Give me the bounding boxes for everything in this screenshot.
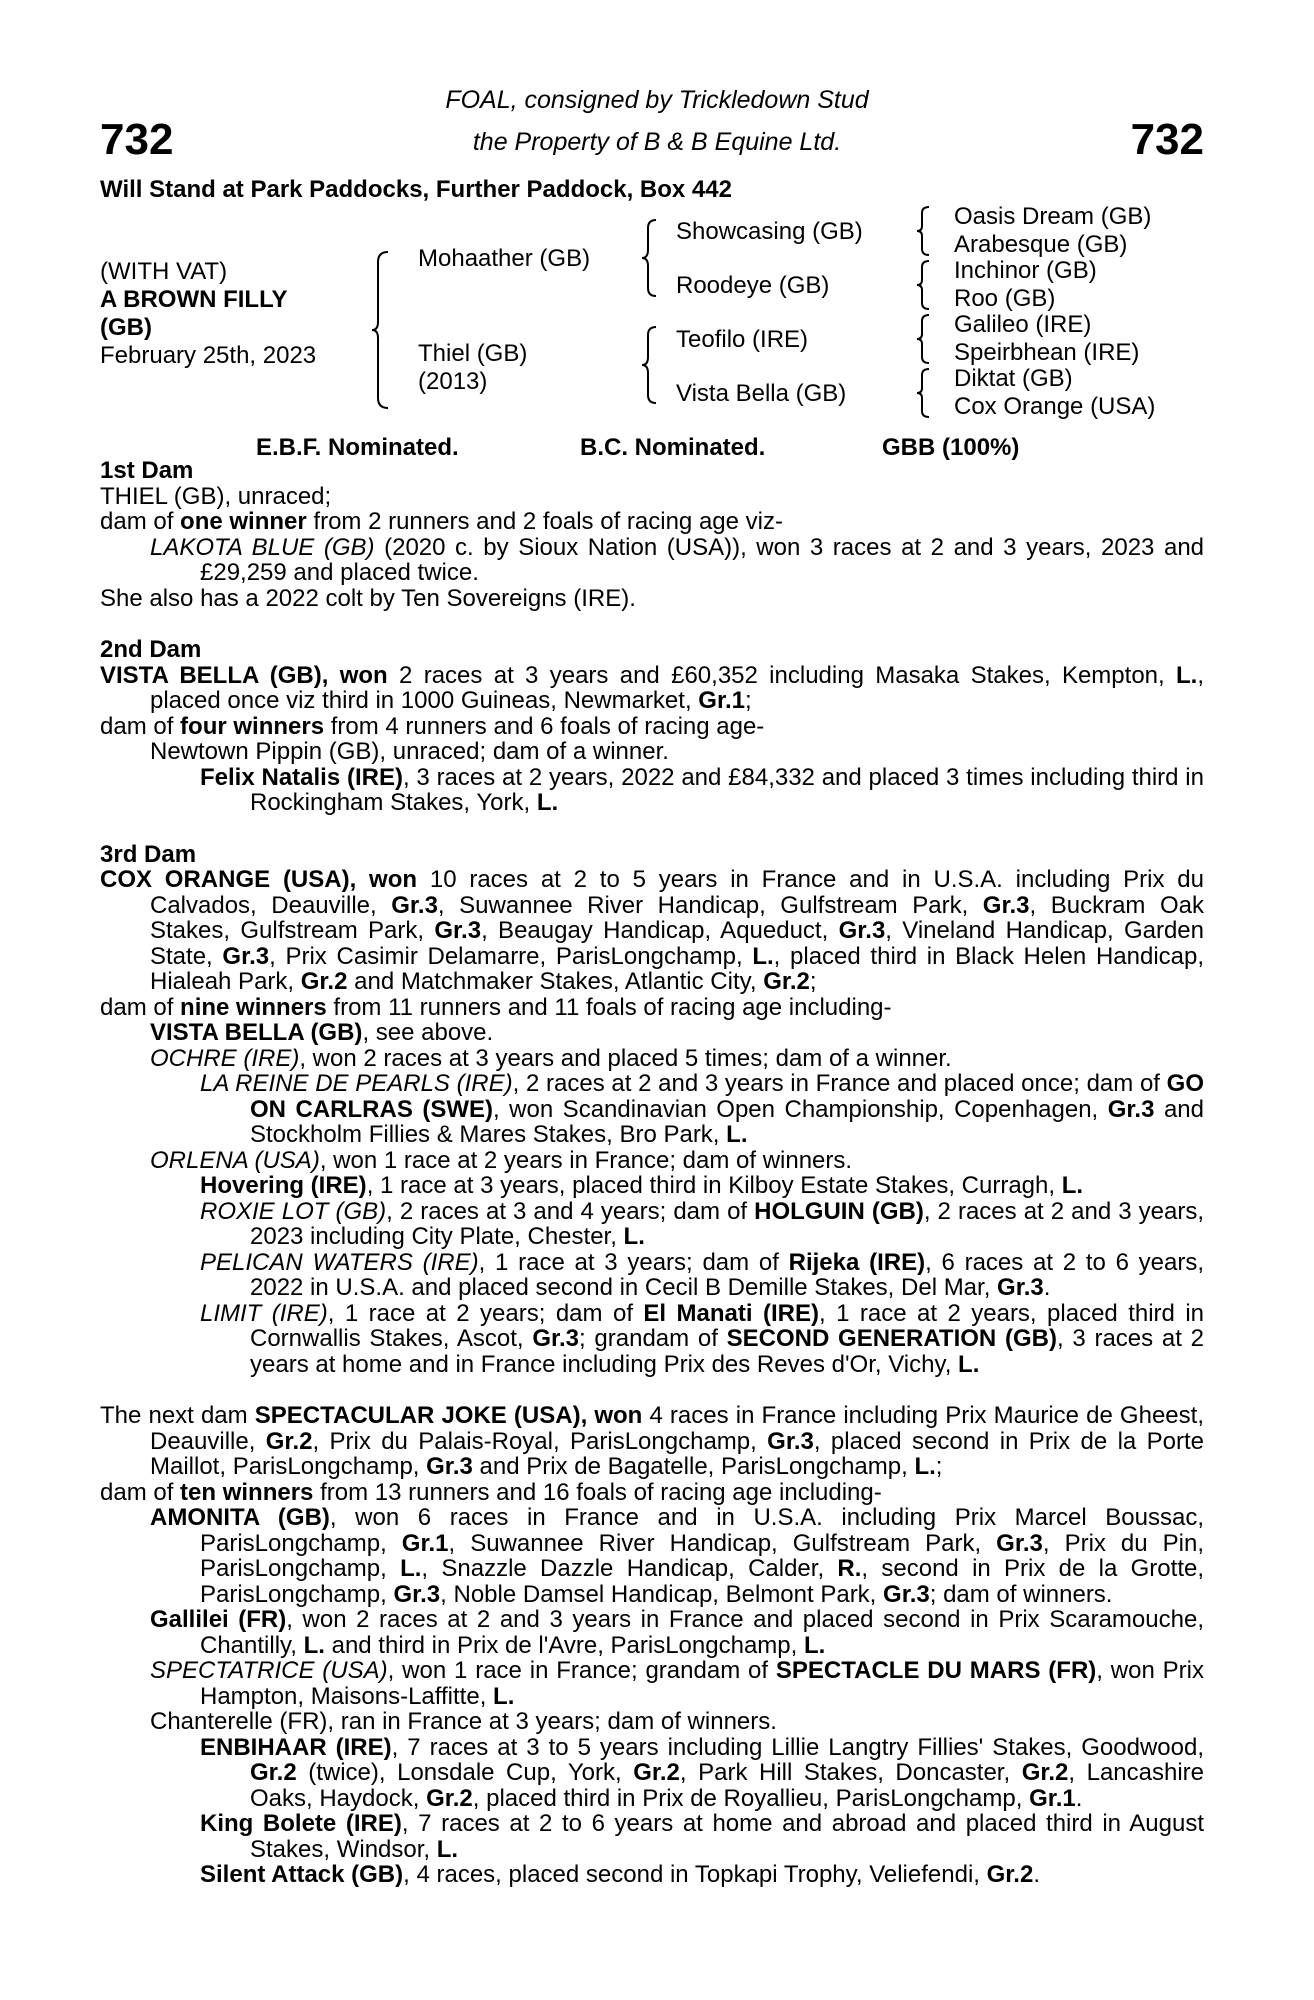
sire: Mohaather (GB): [418, 245, 591, 272]
property-line: the Property of B & B Equine Ltd.: [472, 128, 842, 156]
next-dam-record: The next dam SPECTACULAR JOKE (USA), won 4 races in France including Prix Maurice de Gheest, Deauville, Gr.2, Prix du Palais-Royal, ParisLongchamp, Gr.3, placed second in Prix de la Porte Maillot, ParisLongchamp, Gr.3 and Prix de Bagatelle, ParisLongchamp, L.;: [100, 1402, 1204, 1480]
third-dam-heading: 3rd Dam: [100, 840, 197, 868]
first-dam-line: THIEL (GB), unraced;: [100, 482, 332, 510]
date-of-birth: February 25th, 2023: [100, 342, 317, 369]
second-dam-produce: dam of four winners from 4 runners and 6 foals of racing age-: [100, 712, 765, 740]
brace-g2: [915, 259, 935, 311]
produce-chanterelle: Chanterelle (FR), ran in France at 3 years; dam of winners.: [150, 1708, 777, 1735]
gg-8: Cox Orange (USA): [954, 393, 1156, 420]
first-dam-also: She also has a 2022 colt by Ten Sovereigns (IRE).: [100, 584, 636, 612]
produce-newtown-pippin: Newtown Pippin (GB), unraced; dam of a winner.: [150, 738, 669, 765]
ebf-nominated: E.B.F. Nominated.: [256, 434, 459, 461]
bc-nominated: B.C. Nominated.: [580, 434, 766, 461]
first-dam-produce: dam of one winner from 2 runners and 2 foals of racing age viz-: [100, 508, 783, 535]
produce-hovering: Hovering (IRE), 1 race at 3 years, placed third in Kilboy Estate Stakes, Curragh, L.: [200, 1172, 1084, 1199]
gg-2: Arabesque (GB): [954, 231, 1128, 258]
dam: Thiel (GB): [418, 340, 528, 367]
vat-label: (WITH VAT): [100, 258, 228, 285]
brace-g1: [915, 205, 935, 257]
horse-country: (GB): [100, 314, 152, 341]
brace-g3: [915, 313, 935, 365]
produce-gallilei: Gallilei (FR), won 2 races at 2 and 3 years in France and placed second in Prix Scaramouche, Chantilly, L. and third in Prix de l'Avre, ParisLongchamp, L.: [150, 1606, 1204, 1659]
produce-limit: LIMIT (IRE), 1 race at 2 years; dam of El Manati (IRE), 1 race at 2 years, placed third in Cornwallis Stakes, Ascot, Gr.3; grandam of SECOND GENERATION (GB), 3 races at 2 years at home and in France including Prix des Reves d'Or, Vichy, L.: [200, 1299, 1205, 1378]
pedigree-details: [100, 458, 1204, 1888]
consigned-line: FOAL, consigned by Trickledown Stud: [445, 86, 869, 114]
horse-info: [100, 258, 316, 370]
brace-sire-line: [640, 218, 662, 298]
dam-sire: Teofilo (IRE): [676, 326, 809, 353]
produce-roxie-lot: ROXIE LOT (GB), 2 races at 3 and 4 years; dam of HOLGUIN (GB), 2 races at 2 and 3 years, 2023 including City Plate, Chester, L.: [200, 1197, 1205, 1250]
gg-7: Diktat (GB): [954, 365, 1073, 392]
lot-number-right: 732: [1130, 115, 1204, 164]
sire-dam: Roodeye (GB): [676, 272, 830, 299]
produce-silent-attack: Silent Attack (GB), 4 races, placed second in Topkapi Trophy, Veliefendi, Gr.2.: [200, 1861, 1040, 1888]
gg-6: Speirbhean (IRE): [954, 339, 1140, 366]
third-dam-record: COX ORANGE (USA), won 10 races at 2 to 5 years in France and in U.S.A. including Prix du Calvados, Deauville, Gr.3, Suwannee River Handicap, Gulfstream Park, Gr.3, Buckram Oak Stakes, Gulfstream Park, Gr.3, Beaugay Handicap, Aqueduct, Gr.3, Vineland Handicap, Garden State, Gr.3, Prix Casimir Delamarre, ParisLongchamp, L., placed third in Black Helen Handicap, Hialeah Park, Gr.2 and Matchmaker Stakes, Atlantic City, Gr.2;: [100, 866, 1205, 995]
produce-lakota-blue: LAKOTA BLUE (GB) (2020 c. by Sioux Nation (USA)), won 3 races at 2 and 3 years, 2023 and £29,259 and placed twice.: [150, 533, 1205, 586]
produce-amonita: AMONITA (GB), won 6 races in France and in U.S.A. including Prix Marcel Boussac, ParisLongchamp, Gr.1, Suwannee River Handicap, Gulfstream Park, Gr.3, Prix du Pin, ParisLongchamp, L., Snazzle Dazzle Handicap, Calder, R., second in Prix de la Grotte, ParisLongchamp, Gr.3, Noble Damsel Handicap, Belmont Park, Gr.3; dam of winners.: [150, 1504, 1205, 1608]
gg-4: Roo (GB): [954, 285, 1056, 312]
sire-sire: Showcasing (GB): [676, 218, 863, 245]
produce-orlena: ORLENA (USA), won 1 race at 2 years in France; dam of winners.: [150, 1146, 853, 1174]
produce-felix-natalis: Felix Natalis (IRE), 3 races at 2 years, 2022 and £84,332 and placed 3 times including third in Rockingham Stakes, York, L.: [200, 763, 1204, 816]
horse-name: A BROWN FILLY: [100, 286, 288, 313]
produce-pelican-waters: PELICAN WATERS (IRE), 1 race at 3 years; dam of Rijeka (IRE), 6 races at 2 to 6 years, 2022 in U.S.A. and placed second in Cecil B Demille Stakes, Del Mar, Gr.3.: [200, 1248, 1205, 1301]
produce-spectatrice: SPECTATRICE (USA), won 1 race in France; grandam of SPECTACLE DU MARS (FR), won Prix Hampton, Maisons-Laffitte, L.: [150, 1657, 1205, 1710]
dam-year: (2013): [418, 368, 488, 395]
lot-number-left: 732: [100, 115, 174, 164]
brace-g4: [915, 367, 935, 419]
second-dam-record: VISTA BELLA (GB), won 2 races at 3 years and £60,352 including Masaka Stakes, Kempton, L., placed once viz third in 1000 Guineas, Newmarket, Gr.1;: [100, 661, 1205, 714]
produce-king-bolete: King Bolete (IRE), 7 races at 2 to 6 years at home and abroad and placed third in August Stakes, Windsor, L.: [200, 1810, 1205, 1863]
gg-5: Galileo (IRE): [954, 311, 1092, 338]
gg-3: Inchinor (GB): [954, 257, 1097, 284]
produce-la-reine-de-pearls: LA REINE DE PEARLS (IRE), 2 races at 2 and 3 years in France and placed once; dam of GO ON CARLRAS (SWE), won Scandinavian Open Championship, Copenhagen, Gr.3 and Stockholm Fillies & Mares Stakes, Bro Park, L.: [200, 1070, 1205, 1148]
dam-dam: Vista Bella (GB): [676, 380, 847, 407]
next-dam-produce: dam of ten winners from 13 runners and 16 foals of racing age including-: [100, 1478, 882, 1506]
produce-ochre: OCHRE (IRE), won 2 races at 3 years and placed 5 times; dam of a winner.: [150, 1044, 952, 1072]
gbb-rating: GBB (100%): [882, 434, 1020, 461]
produce-vista-bella: VISTA BELLA (GB), see above.: [150, 1019, 494, 1046]
third-dam-produce: dam of nine winners from 11 runners and 11 foals of racing age including-: [100, 993, 892, 1021]
brace-dam-line: [640, 325, 662, 405]
brace-generation-1: [370, 250, 394, 410]
gg-1: Oasis Dream (GB): [954, 203, 1152, 230]
stand-line: Will Stand at Park Paddocks, Further Paddock, Box 442: [100, 176, 732, 203]
produce-enbihaar: ENBIHAAR (IRE), 7 races at 3 to 5 years including Lillie Langtry Fillies' Stakes, Goodwood, Gr.2 (twice), Lonsdale Cup, York, Gr.2, Park Hill Stakes, Doncaster, Gr.2, Lancashire Oaks, Haydock, Gr.2, placed third in Prix de Royallieu, ParisLongchamp, Gr.1.: [200, 1733, 1205, 1812]
second-dam-heading: 2nd Dam: [100, 636, 202, 663]
first-dam-heading: 1st Dam: [100, 457, 194, 484]
